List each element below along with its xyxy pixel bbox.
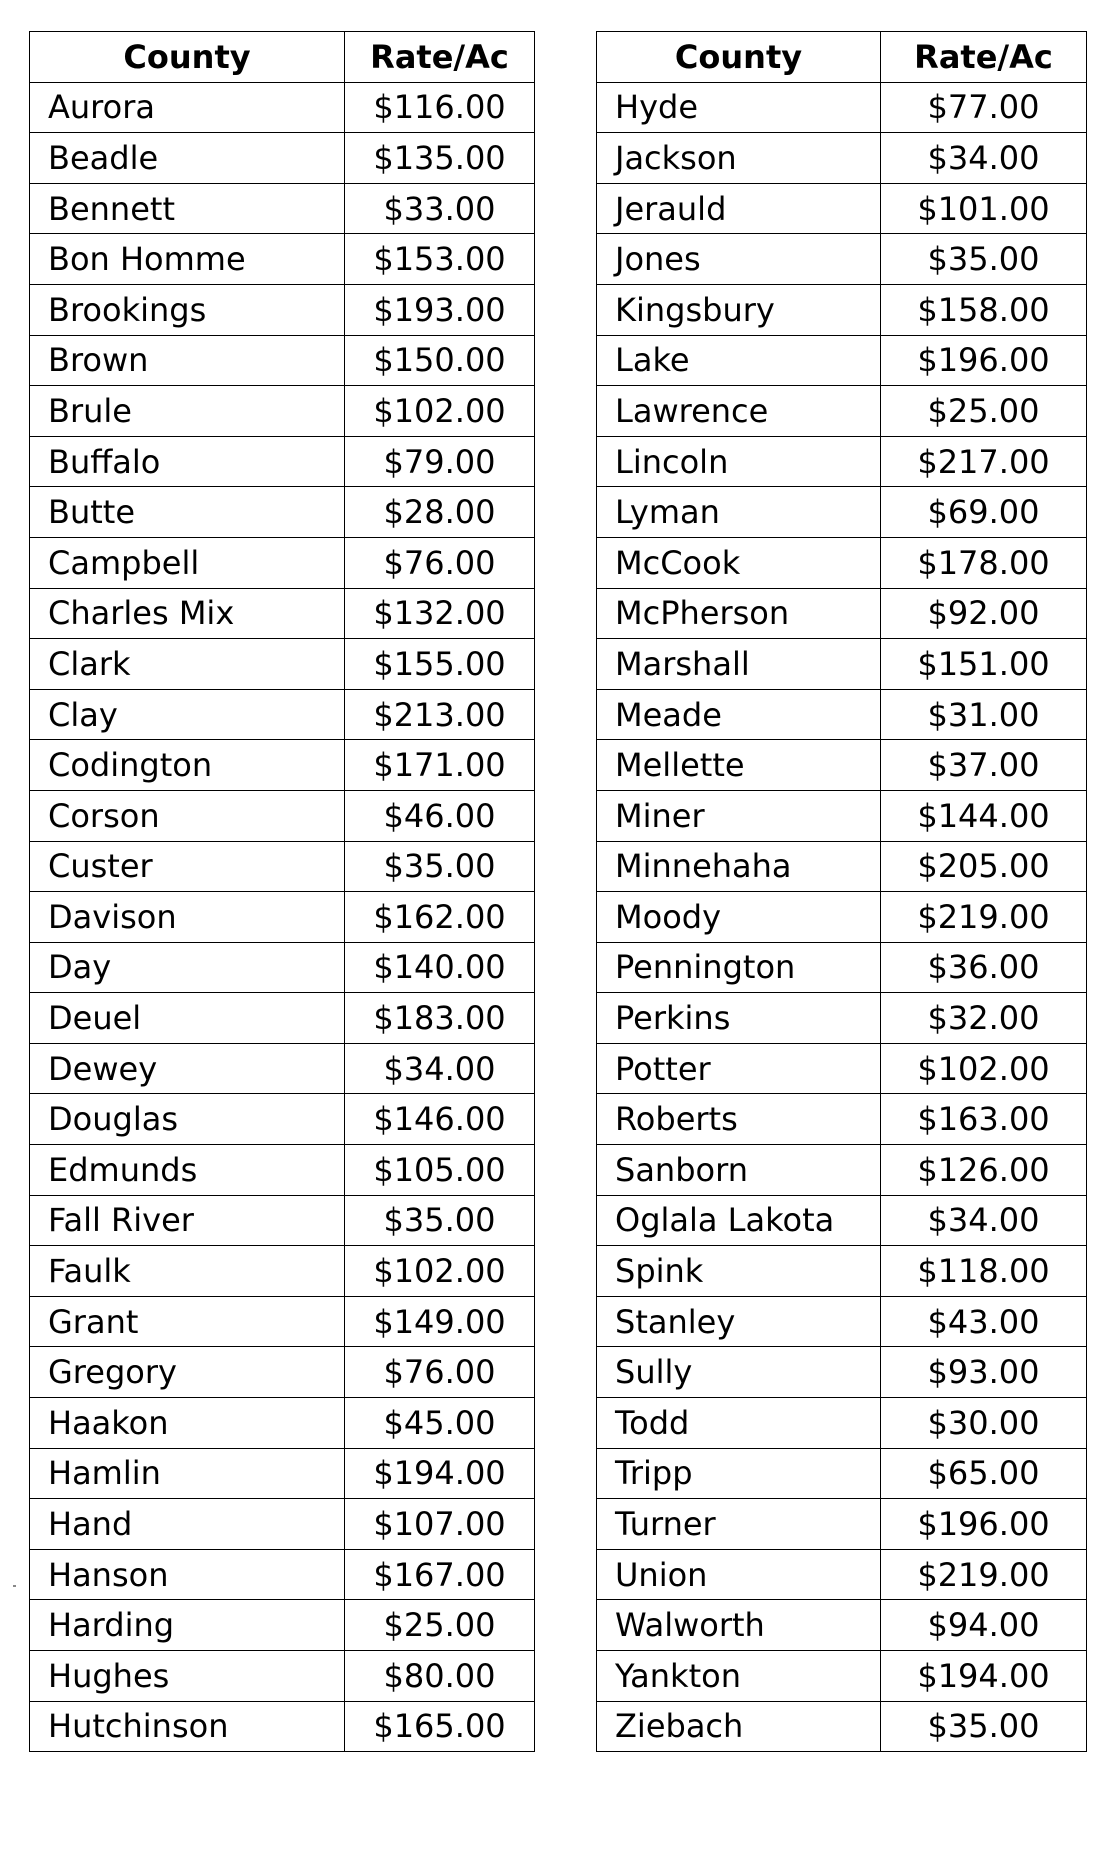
rate-per-acre-cell: $77.00	[881, 82, 1087, 133]
county-name-cell: Day	[30, 942, 345, 993]
rate-per-acre-cell: $178.00	[881, 537, 1087, 588]
table-row	[30, 537, 535, 588]
table-row	[597, 1094, 1087, 1145]
table-row	[597, 1448, 1087, 1499]
county-name-cell: Sanborn	[597, 1145, 881, 1196]
table-row	[30, 1448, 535, 1499]
county-name-cell: Potter	[597, 1043, 881, 1094]
table-row	[30, 1499, 535, 1550]
county-name-cell: Fall River	[30, 1195, 345, 1246]
table-row	[597, 892, 1087, 943]
rate-column-header: Rate/Ac	[881, 32, 1087, 83]
rate-per-acre-cell: $116.00	[345, 82, 535, 133]
table-row	[30, 133, 535, 184]
table-row	[597, 1246, 1087, 1297]
rate-per-acre-cell: $34.00	[881, 1195, 1087, 1246]
county-name-cell: McCook	[597, 537, 881, 588]
table-row	[597, 335, 1087, 386]
county-name-cell: Clay	[30, 689, 345, 740]
rate-per-acre-cell: $69.00	[881, 487, 1087, 538]
county-column-header: County	[597, 32, 881, 83]
table-row	[597, 1195, 1087, 1246]
county-name-cell: Butte	[30, 487, 345, 538]
rate-per-acre-cell: $31.00	[881, 689, 1087, 740]
table-row	[30, 1398, 535, 1449]
table-row	[30, 993, 535, 1044]
rate-per-acre-cell: $126.00	[881, 1145, 1087, 1196]
table-row	[597, 1347, 1087, 1398]
rate-per-acre-cell: $196.00	[881, 335, 1087, 386]
rate-per-acre-cell: $219.00	[881, 892, 1087, 943]
county-name-cell: Jones	[597, 234, 881, 285]
county-name-cell: Sully	[597, 1347, 881, 1398]
table-row	[597, 284, 1087, 335]
table-row	[30, 1195, 535, 1246]
rate-per-acre-cell: $165.00	[345, 1701, 535, 1752]
table-row	[30, 82, 535, 133]
county-name-cell: Tripp	[597, 1448, 881, 1499]
county-name-cell: Lyman	[597, 487, 881, 538]
rate-per-acre-cell: $35.00	[345, 1195, 535, 1246]
table-row	[597, 689, 1087, 740]
table-row	[30, 335, 535, 386]
county-name-cell: Aurora	[30, 82, 345, 133]
county-name-cell: Hand	[30, 1499, 345, 1550]
county-name-cell: Hutchinson	[30, 1701, 345, 1752]
county-name-cell: Miner	[597, 790, 881, 841]
county-name-cell: McPherson	[597, 588, 881, 639]
county-name-cell: Roberts	[597, 1094, 881, 1145]
rate-per-acre-cell: $25.00	[345, 1600, 535, 1651]
table-row	[597, 183, 1087, 234]
table-row	[30, 1600, 535, 1651]
rate-per-acre-cell: $30.00	[881, 1398, 1087, 1449]
table-row	[597, 1043, 1087, 1094]
table-row	[597, 234, 1087, 285]
county-name-cell: Stanley	[597, 1296, 881, 1347]
county-name-cell: Marshall	[597, 639, 881, 690]
county-name-cell: Douglas	[30, 1094, 345, 1145]
rate-per-acre-cell: $33.00	[345, 183, 535, 234]
rate-per-acre-cell: $118.00	[881, 1246, 1087, 1297]
table-row	[597, 1499, 1087, 1550]
table-header-row	[597, 32, 1087, 83]
rate-per-acre-cell: $79.00	[345, 436, 535, 487]
rate-per-acre-cell: $76.00	[345, 537, 535, 588]
table-row	[597, 487, 1087, 538]
rate-per-acre-cell: $94.00	[881, 1600, 1087, 1651]
rate-per-acre-cell: $101.00	[881, 183, 1087, 234]
rate-per-acre-cell: $34.00	[345, 1043, 535, 1094]
rate-per-acre-cell: $171.00	[345, 740, 535, 791]
rate-per-acre-cell: $158.00	[881, 284, 1087, 335]
rate-per-acre-cell: $102.00	[881, 1043, 1087, 1094]
table-row	[30, 234, 535, 285]
county-name-cell: Bennett	[30, 183, 345, 234]
county-name-cell: Gregory	[30, 1347, 345, 1398]
county-name-cell: Brookings	[30, 284, 345, 335]
county-name-cell: Spink	[597, 1246, 881, 1297]
table-row	[30, 1094, 535, 1145]
county-name-cell: Hughes	[30, 1651, 345, 1702]
rate-per-acre-cell: $102.00	[345, 386, 535, 437]
county-name-cell: Union	[597, 1549, 881, 1600]
county-name-cell: Campbell	[30, 537, 345, 588]
table-row	[597, 82, 1087, 133]
county-name-cell: Lawrence	[597, 386, 881, 437]
table-row	[597, 386, 1087, 437]
rate-per-acre-cell: $194.00	[881, 1651, 1087, 1702]
rate-per-acre-cell: $183.00	[345, 993, 535, 1044]
rate-per-acre-cell: $163.00	[881, 1094, 1087, 1145]
county-name-cell: Oglala Lakota	[597, 1195, 881, 1246]
table-row	[30, 487, 535, 538]
county-name-cell: Hanson	[30, 1549, 345, 1600]
rate-per-acre-cell: $194.00	[345, 1448, 535, 1499]
table-row	[30, 1043, 535, 1094]
rate-per-acre-cell: $46.00	[345, 790, 535, 841]
rate-per-acre-cell: $65.00	[881, 1448, 1087, 1499]
table-body	[30, 82, 535, 1752]
table-row	[597, 942, 1087, 993]
rate-per-acre-cell: $102.00	[345, 1246, 535, 1297]
rate-per-acre-cell: $93.00	[881, 1347, 1087, 1398]
county-name-cell: Charles Mix	[30, 588, 345, 639]
table-row	[30, 892, 535, 943]
county-rate-table-left	[29, 31, 535, 1752]
county-name-cell: Haakon	[30, 1398, 345, 1449]
table-row	[597, 1145, 1087, 1196]
rate-per-acre-cell: $35.00	[881, 1701, 1087, 1752]
rate-per-acre-cell: $140.00	[345, 942, 535, 993]
rate-per-acre-cell: $34.00	[881, 133, 1087, 184]
county-name-cell: Grant	[30, 1296, 345, 1347]
county-name-cell: Meade	[597, 689, 881, 740]
table-row	[30, 1246, 535, 1297]
rate-per-acre-cell: $149.00	[345, 1296, 535, 1347]
county-name-cell: Todd	[597, 1398, 881, 1449]
table-row	[597, 1701, 1087, 1752]
table-row	[30, 942, 535, 993]
county-name-cell: Lake	[597, 335, 881, 386]
rate-per-acre-cell: $135.00	[345, 133, 535, 184]
rate-per-acre-cell: $36.00	[881, 942, 1087, 993]
county-name-cell: Hamlin	[30, 1448, 345, 1499]
rate-per-acre-cell: $132.00	[345, 588, 535, 639]
county-name-cell: Brown	[30, 335, 345, 386]
table-row	[30, 1651, 535, 1702]
rate-per-acre-cell: $219.00	[881, 1549, 1087, 1600]
county-name-cell: Edmunds	[30, 1145, 345, 1196]
table-row	[597, 537, 1087, 588]
county-name-cell: Jerauld	[597, 183, 881, 234]
table-row	[597, 1398, 1087, 1449]
county-name-cell: Buffalo	[30, 436, 345, 487]
county-name-cell: Lincoln	[597, 436, 881, 487]
county-name-cell: Minnehaha	[597, 841, 881, 892]
county-name-cell: Moody	[597, 892, 881, 943]
table-row	[597, 1296, 1087, 1347]
rate-per-acre-cell: $105.00	[345, 1145, 535, 1196]
table-row	[30, 1701, 535, 1752]
county-name-cell: Davison	[30, 892, 345, 943]
table-row	[30, 1549, 535, 1600]
table-body	[597, 82, 1087, 1752]
table-row	[597, 1600, 1087, 1651]
rate-per-acre-cell: $146.00	[345, 1094, 535, 1145]
rate-column-header: Rate/Ac	[345, 32, 535, 83]
rate-per-acre-cell: $35.00	[345, 841, 535, 892]
county-name-cell: Clark	[30, 639, 345, 690]
stray-mark	[13, 1585, 16, 1587]
county-name-cell: Corson	[30, 790, 345, 841]
county-name-cell: Bon Homme	[30, 234, 345, 285]
county-name-cell: Codington	[30, 740, 345, 791]
rate-per-acre-cell: $153.00	[345, 234, 535, 285]
table-row	[30, 689, 535, 740]
county-name-cell: Harding	[30, 1600, 345, 1651]
rate-per-acre-cell: $150.00	[345, 335, 535, 386]
county-name-cell: Brule	[30, 386, 345, 437]
rate-per-acre-cell: $167.00	[345, 1549, 535, 1600]
table-row	[597, 1651, 1087, 1702]
table-row	[597, 436, 1087, 487]
rate-per-acre-cell: $28.00	[345, 487, 535, 538]
county-name-cell: Turner	[597, 1499, 881, 1550]
rate-per-acre-cell: $205.00	[881, 841, 1087, 892]
table-row	[30, 1347, 535, 1398]
rate-per-acre-cell: $144.00	[881, 790, 1087, 841]
county-rate-table-right	[596, 31, 1087, 1752]
county-name-cell: Perkins	[597, 993, 881, 1044]
table-row	[30, 183, 535, 234]
table-row	[30, 639, 535, 690]
county-name-cell: Beadle	[30, 133, 345, 184]
county-name-cell: Faulk	[30, 1246, 345, 1297]
county-column-header: County	[30, 32, 345, 83]
rate-per-acre-cell: $193.00	[345, 284, 535, 335]
table-row	[30, 790, 535, 841]
rate-per-acre-cell: $37.00	[881, 740, 1087, 791]
table-row	[30, 841, 535, 892]
rate-per-acre-cell: $213.00	[345, 689, 535, 740]
table-row	[30, 1145, 535, 1196]
county-name-cell: Walworth	[597, 1600, 881, 1651]
table-row	[30, 1296, 535, 1347]
county-name-cell: Kingsbury	[597, 284, 881, 335]
table-row	[30, 588, 535, 639]
rate-per-acre-cell: $151.00	[881, 639, 1087, 690]
rate-per-acre-cell: $80.00	[345, 1651, 535, 1702]
table-row	[30, 436, 535, 487]
rate-per-acre-cell: $92.00	[881, 588, 1087, 639]
table-row	[30, 284, 535, 335]
table-row	[30, 740, 535, 791]
table-row	[597, 790, 1087, 841]
county-name-cell: Mellette	[597, 740, 881, 791]
rate-per-acre-cell: $45.00	[345, 1398, 535, 1449]
county-name-cell: Jackson	[597, 133, 881, 184]
rate-per-acre-cell: $76.00	[345, 1347, 535, 1398]
rate-per-acre-cell: $155.00	[345, 639, 535, 690]
rate-per-acre-cell: $32.00	[881, 993, 1087, 1044]
table-row	[30, 386, 535, 437]
table-row	[597, 639, 1087, 690]
rate-per-acre-cell: $25.00	[881, 386, 1087, 437]
rate-per-acre-cell: $43.00	[881, 1296, 1087, 1347]
county-name-cell: Ziebach	[597, 1701, 881, 1752]
rate-per-acre-cell: $35.00	[881, 234, 1087, 285]
county-name-cell: Deuel	[30, 993, 345, 1044]
county-name-cell: Hyde	[597, 82, 881, 133]
table-row	[597, 133, 1087, 184]
rate-per-acre-cell: $162.00	[345, 892, 535, 943]
county-name-cell: Yankton	[597, 1651, 881, 1702]
table-row	[597, 740, 1087, 791]
county-name-cell: Pennington	[597, 942, 881, 993]
table-row	[597, 588, 1087, 639]
rate-per-acre-cell: $196.00	[881, 1499, 1087, 1550]
table-row	[597, 1549, 1087, 1600]
table-row	[597, 993, 1087, 1044]
table-row	[597, 841, 1087, 892]
county-name-cell: Custer	[30, 841, 345, 892]
table-header-row	[30, 32, 535, 83]
county-name-cell: Dewey	[30, 1043, 345, 1094]
rate-per-acre-cell: $217.00	[881, 436, 1087, 487]
rate-per-acre-cell: $107.00	[345, 1499, 535, 1550]
